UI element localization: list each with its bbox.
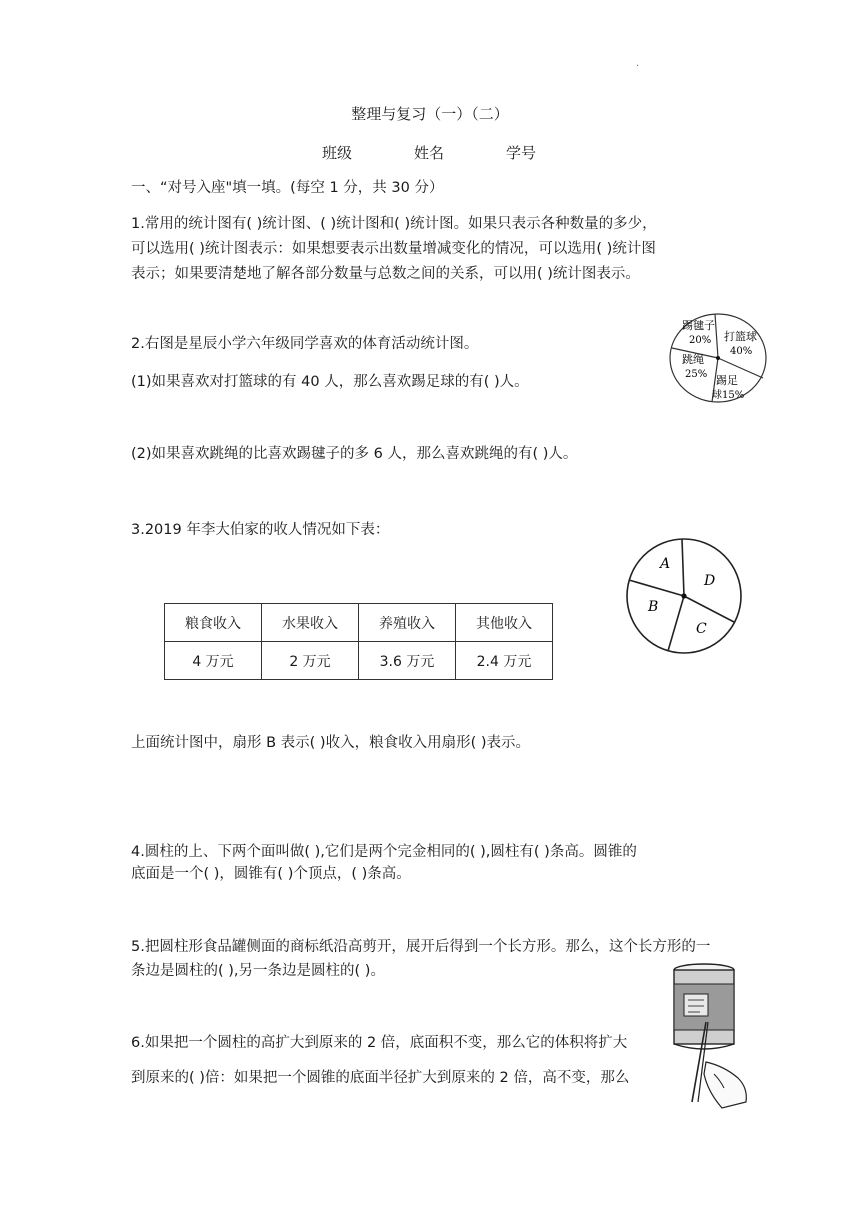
food-can-illustration	[662, 962, 758, 1112]
q3-question: 上面统计图中，扇形 B 表示( )收入，粮食收入用扇形( )表示。	[131, 735, 531, 751]
class-label: 班级	[322, 144, 353, 162]
table-value-cell: 3.6 万元	[359, 642, 456, 680]
table-value-cell: 4 万元	[165, 642, 262, 680]
pie-label-football: 踢足	[716, 374, 738, 387]
section-heading: 一、“对号入座"填一填。(每空 1 分，共 30 分）	[131, 180, 444, 196]
table-header-cell: 水果收入	[262, 604, 359, 642]
pie-pct-basketball: 40%	[730, 346, 753, 357]
pie-letter-b: B	[648, 599, 659, 615]
q2-stem: 2.右图是星辰小学六年级同学喜欢的体育活动统计图。	[131, 336, 479, 352]
table-header-cell: 其他收入	[456, 604, 553, 642]
income-pie-chart	[624, 536, 744, 656]
pie-letter-a: A	[660, 556, 671, 572]
q3-stem: 3.2019 年李大伯家的收人情况如下表：	[131, 522, 390, 538]
sports-pie-chart	[668, 310, 770, 404]
pie-label-basketball: 打篮球	[724, 330, 757, 343]
q5-line2: 条边是圆柱的( ),另一条边是圆柱的( )。	[131, 963, 385, 979]
q6-line2: 到原来的( )倍：如果把一个圆锥的底面半径扩大到原来的 2 倍，高不变，那么	[131, 1070, 630, 1086]
pie-label-rope: 跳绳	[682, 353, 704, 366]
student-number-label: 学号	[506, 144, 537, 162]
corner-dot: .	[636, 58, 640, 69]
table-value-cell: 2.4 万元	[456, 642, 553, 680]
pie-pct-jianzi: 20%	[689, 335, 712, 346]
q2-sub2: (2)如果喜欢跳绳的比喜欢踢毽子的多 6 人，那么喜欢跳绳的有( )人。	[131, 446, 578, 462]
pie-letter-c: C	[696, 621, 707, 637]
name-label: 姓名	[414, 144, 445, 162]
table-value-cell: 2 万元	[262, 642, 359, 680]
q1-line3: 表示；如果要清楚地了解各部分数量与总数之间的关系，可以用( )统计图表示。	[131, 266, 640, 282]
table-header-cell: 粮食收入	[165, 604, 262, 642]
pie-letter-d: D	[704, 573, 716, 589]
page-title: 整理与复习（一）（二）	[351, 105, 509, 123]
q2-sub1: (1)如果喜欢对打篮球的有 40 人，那么喜欢踢足球的有( )人。	[131, 374, 529, 390]
q1-line2: 可以选用( )统计图表示：如果想要表示出数量增减变化的情况，可以选用( )统计图	[131, 241, 656, 257]
table-header-cell: 养殖收入	[359, 604, 456, 642]
q6-line1: 6.如果把一个圆柱的高扩大到原来的 2 倍，底面积不变，那么它的体积将扩大	[131, 1035, 628, 1051]
pie-label-jianzi: 踢毽子	[682, 319, 715, 332]
q4-line2: 底面是一个( )，圆锥有( )个顶点，( )条高。	[131, 866, 411, 882]
pie-pct-football: 球15%	[712, 390, 745, 401]
q5-line1: 5.把圆柱形食品罐侧面的商标纸沿高剪开，展开后得到一个长方形。那么，这个长方形的一	[131, 939, 711, 955]
pie-pct-rope: 25%	[685, 369, 708, 380]
income-table	[164, 603, 553, 680]
q1-line1: 1.常用的统计图有( )统计图、( )统计图和( )统计图。如果只表示各种数量的多少，	[131, 216, 657, 232]
q4-line1: 4.圆柱的上、下两个面叫做( ),它们是两个完金相同的( ),圆柱有( )条高。圆锥的	[131, 844, 637, 860]
